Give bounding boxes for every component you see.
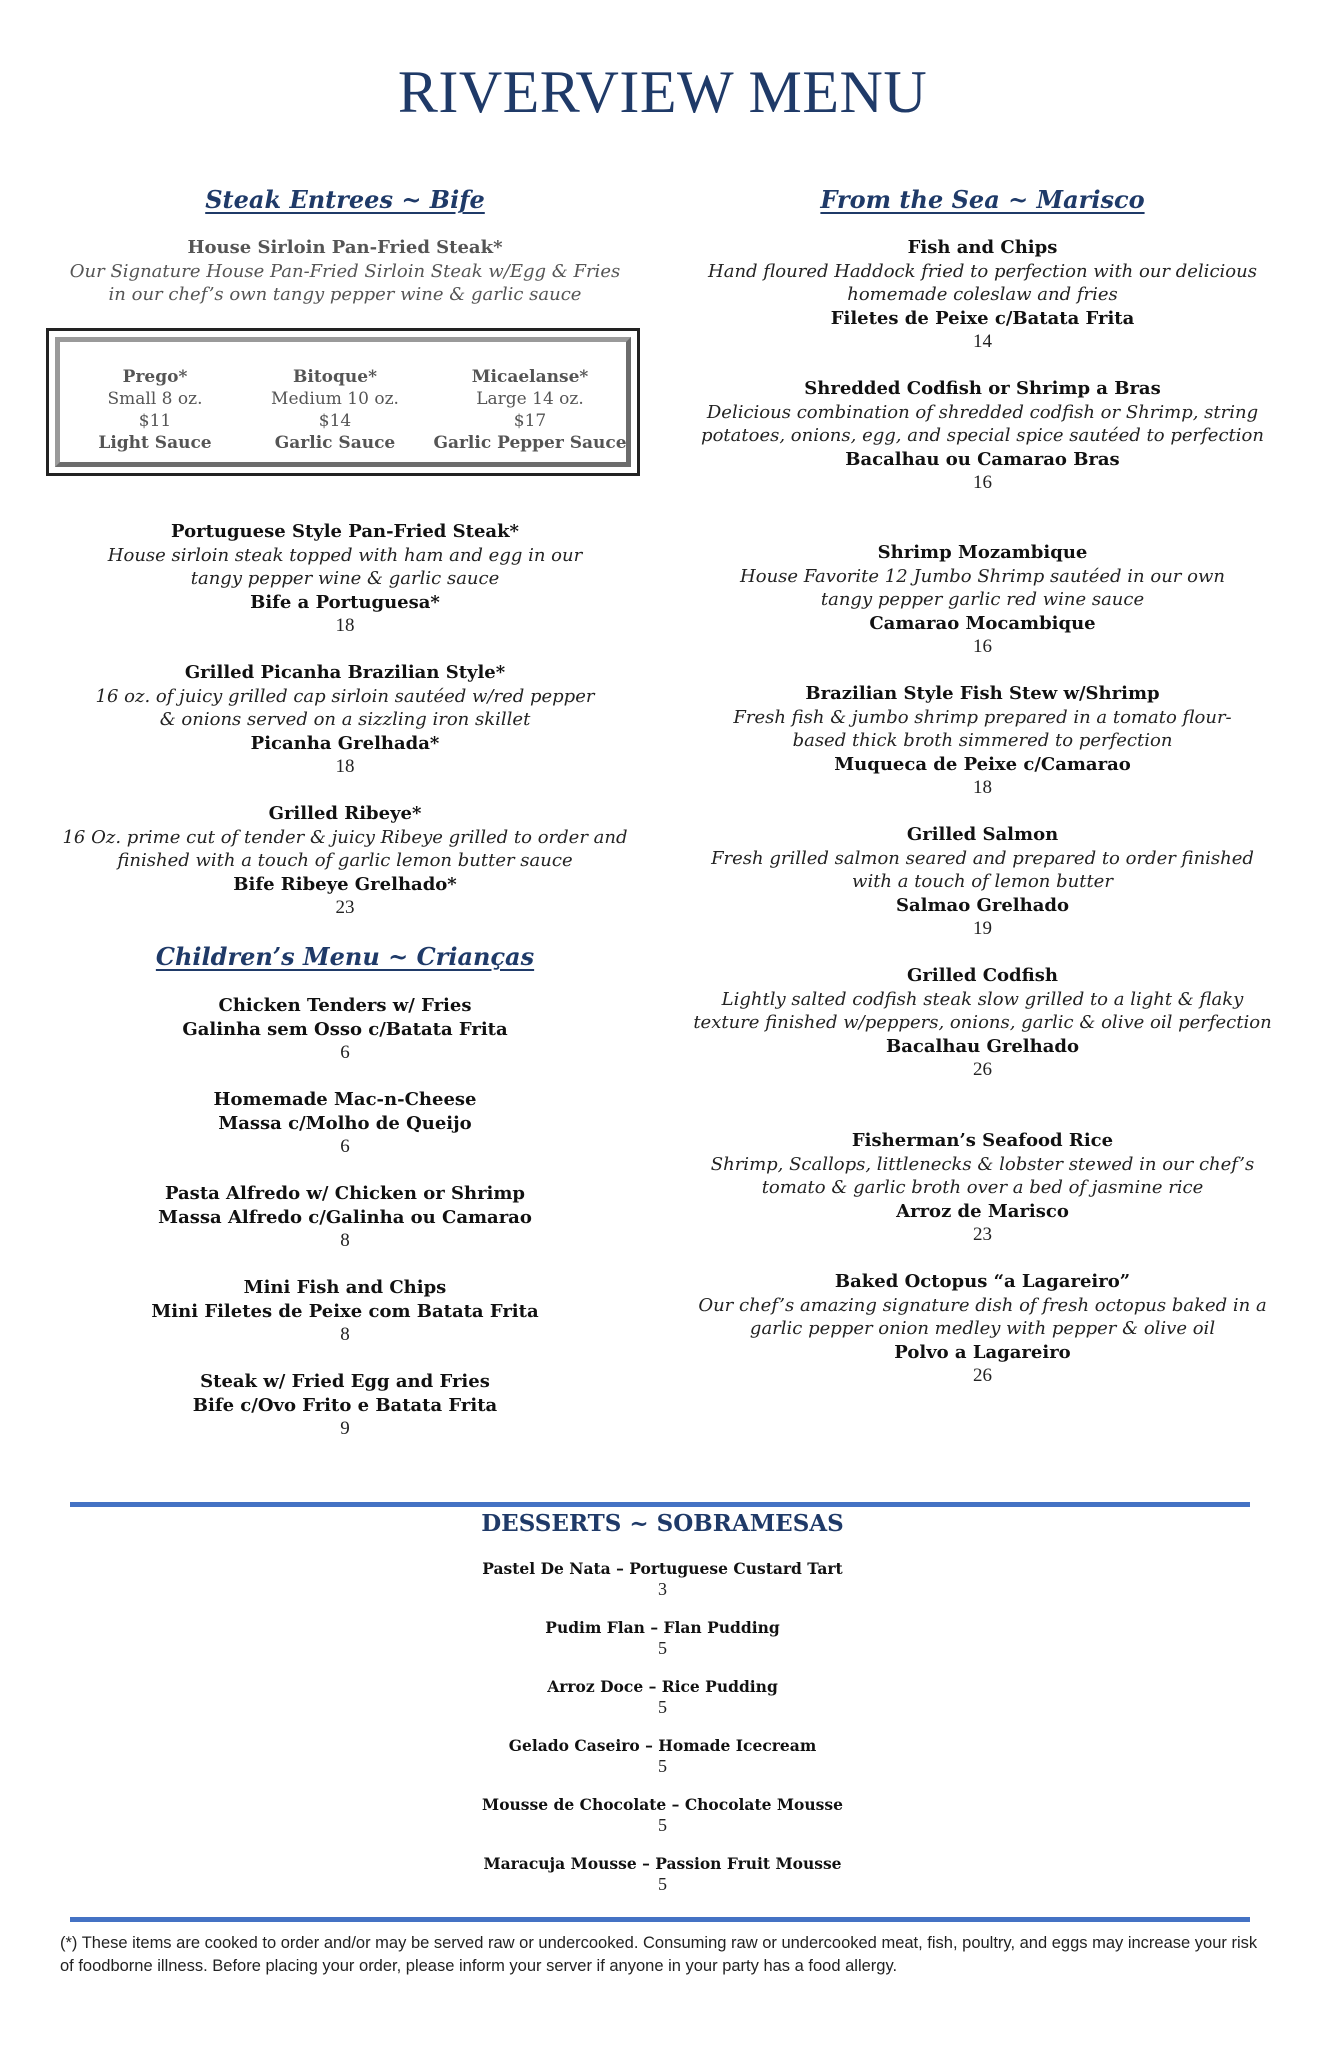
item-portuguese-name: Polvo a Lagareiro xyxy=(894,1341,1071,1363)
desserts-heading: DESSERTS ~ SOBRAMESAS xyxy=(481,1510,844,1537)
item-portuguese-name: Muqueca de Peixe c/Camarao xyxy=(834,753,1131,775)
item-name: Arroz Doce – Rice Pudding xyxy=(547,1677,778,1696)
item-portuguese-name: Galinha sem Osso c/Batata Frita xyxy=(182,1018,508,1040)
item-description: House sirloin steak topped with ham and egg in our tangy pepper wine & garlic sauce xyxy=(107,544,583,589)
item-name: Mini Fish and Chips xyxy=(243,1277,447,1298)
steak-size-box xyxy=(46,328,640,476)
dessert-item xyxy=(0,1676,1325,1718)
item-price: 23 xyxy=(335,897,355,918)
item-name: Gelado Caseiro – Homade Icecream xyxy=(508,1736,817,1755)
item-name: Pasta Alfredo w/ Chicken or Shrimp xyxy=(164,1183,526,1204)
size-sauce: Garlic Pepper Sauce xyxy=(433,433,627,453)
divider-bottom xyxy=(70,1917,1250,1922)
item-price: 18 xyxy=(335,756,355,777)
sea-heading: From the Sea ~ Marisco xyxy=(820,185,1145,214)
item-name: Steak w/ Fried Egg and Fries xyxy=(200,1371,490,1392)
item-portuguese-name: Bife Ribeye Grelhado* xyxy=(233,873,457,895)
item-price: 5 xyxy=(658,1815,667,1835)
item-price: 3 xyxy=(658,1579,667,1599)
dessert-item xyxy=(0,1735,1325,1777)
item-portuguese-name: Bacalhau Grelhado xyxy=(886,1035,1079,1057)
item-price: 6 xyxy=(340,1136,350,1157)
item-name: Fisherman’s Seafood Rice xyxy=(851,1130,1114,1151)
item-name: Shredded Codfish or Shrimp a Bras xyxy=(804,378,1161,399)
item-description: Our Signature House Pan-Fried Sirloin Steak w/Egg & Fries in our chef’s own tangy pepper wine & garlic sauce xyxy=(69,260,621,305)
item-name: Fish and Chips xyxy=(907,237,1058,258)
size-name: Bitoque* xyxy=(293,367,377,387)
item-name: Grilled Ribeye* xyxy=(268,803,422,824)
size-option-bitoque xyxy=(240,366,430,454)
item-price: 6 xyxy=(340,1042,350,1063)
size-option-prego xyxy=(60,366,250,454)
size-price: $11 xyxy=(138,411,172,431)
item-name: Chicken Tenders w/ Fries xyxy=(218,995,472,1016)
item-description: Shrimp, Scallops, littlenecks & lobster stewed in our chef’s tomato & garlic broth over a bed of jasmine rice xyxy=(710,1153,1255,1198)
size-name: Micaelanse* xyxy=(471,367,589,387)
menu-item xyxy=(680,823,1285,941)
item-name: Maracuja Mousse – Passion Fruit Mousse xyxy=(483,1854,842,1873)
item-name: Brazilian Style Fish Stew w/Shrimp xyxy=(805,683,1160,704)
menu-item xyxy=(680,682,1285,800)
dessert-item xyxy=(0,1853,1325,1895)
size-price: $17 xyxy=(513,411,547,431)
item-name: House Sirloin Pan-Fried Steak* xyxy=(187,237,503,258)
menu-item xyxy=(680,236,1285,354)
item-name: Mousse de Chocolate – Chocolate Mousse xyxy=(482,1795,843,1814)
item-price: 19 xyxy=(973,918,992,939)
size-name: Prego* xyxy=(122,367,188,387)
item-portuguese-name: Bife a Portuguesa* xyxy=(250,591,440,613)
item-name: Shrimp Mozambique xyxy=(877,542,1088,563)
item-name: Portuguese Style Pan-Fried Steak* xyxy=(171,521,519,542)
divider-top xyxy=(70,1502,1250,1507)
item-price: 9 xyxy=(340,1418,350,1439)
item-price: 8 xyxy=(340,1324,350,1345)
item-portuguese-name: Salmao Grelhado xyxy=(896,894,1069,916)
allergy-disclaimer: (*) These items are cooked to order and/or may be served raw or undercooked. Consuming raw or undercooked meat, fish, poultry, and eggs may increase your risk of foodborne illness. Before placing your order, please inform your server if anyone in your party has a food allergy. xyxy=(60,1934,1258,1975)
menu-item xyxy=(40,1370,650,1441)
menu-item xyxy=(40,1276,650,1347)
size-sauce: Garlic Sauce xyxy=(274,433,396,453)
item-price: 5 xyxy=(658,1874,667,1894)
item-price: 5 xyxy=(658,1638,667,1658)
item-description: Fresh grilled salmon seared and prepared to order finished with a touch of lemon butter xyxy=(711,847,1254,892)
item-description: Hand floured Haddock fried to perfection with our delicious homemade coleslaw and fries xyxy=(708,260,1257,305)
menu-title: RIVERVIEW MENU xyxy=(397,59,928,125)
item-portuguese-name: Massa c/Molho de Queijo xyxy=(218,1112,472,1134)
size-weight: Medium 10 oz. xyxy=(271,389,399,409)
item-name: Grilled Salmon xyxy=(906,824,1059,845)
dessert-item xyxy=(0,1794,1325,1836)
size-option-micaelanse xyxy=(430,366,630,454)
item-portuguese-name: Filetes de Peixe c/Batata Frita xyxy=(830,307,1135,329)
menu-item xyxy=(40,802,650,920)
item-portuguese-name: Massa Alfredo c/Galinha ou Camarao xyxy=(158,1206,532,1228)
item-price: 14 xyxy=(973,331,992,352)
item-description: Delicious combination of shredded codfish or Shrimp, string potatoes, onions, egg, and special spice sautéed to perfection xyxy=(701,401,1264,446)
menu-item xyxy=(40,994,650,1065)
item-price: 5 xyxy=(658,1756,667,1776)
size-weight: Small 8 oz. xyxy=(107,389,203,409)
menu-item xyxy=(680,964,1285,1082)
item-description: 16 oz. of juicy grilled cap sirloin sautéed w/red pepper & onions served on a sizzling iron skillet xyxy=(95,685,595,730)
item-name: Homemade Mac-n-Cheese xyxy=(213,1089,477,1110)
item-name: Baked Octopus “a Lagareiro” xyxy=(834,1271,1131,1292)
dessert-item xyxy=(0,1558,1325,1600)
menu-item xyxy=(680,541,1285,659)
item-description: Our chef’s amazing signature dish of fresh octopus baked in a garlic pepper onion medley with pepper & olive oil xyxy=(698,1294,1267,1339)
item-price: 16 xyxy=(973,472,992,493)
item-name: Grilled Picanha Brazilian Style* xyxy=(184,662,506,683)
item-price: 18 xyxy=(973,777,992,798)
item-price: 8 xyxy=(340,1230,350,1251)
steak-heading: Steak Entrees ~ Bife xyxy=(205,185,485,214)
item-price: 23 xyxy=(973,1224,992,1245)
house-sirloin-item xyxy=(40,236,650,307)
item-name: Pastel De Nata – Portuguese Custard Tart xyxy=(482,1559,843,1578)
item-price: 26 xyxy=(973,1365,992,1386)
menu-item xyxy=(680,1129,1285,1247)
item-description: Fresh fish & jumbo shrimp prepared in a tomato flour-based thick broth simmered to perfection xyxy=(733,706,1232,751)
menu-item xyxy=(680,1270,1285,1388)
item-description: House Favorite 12 Jumbo Shrimp sautéed in our own tangy pepper garlic red wine sauce xyxy=(740,565,1225,610)
size-price: $14 xyxy=(318,411,352,431)
item-description: 16 Oz. prime cut of tender & juicy Ribeye grilled to order and finished with a touch of garlic lemon butter sauce xyxy=(62,826,628,871)
item-name: Grilled Codfish xyxy=(907,965,1058,986)
item-portuguese-name: Bacalhau ou Camarao Bras xyxy=(845,448,1120,470)
item-portuguese-name: Camarao Mocambique xyxy=(869,612,1096,634)
item-portuguese-name: Bife c/Ovo Frito e Batata Frita xyxy=(192,1394,498,1416)
item-portuguese-name: Picanha Grelhada* xyxy=(250,732,440,754)
item-name: Pudim Flan – Flan Pudding xyxy=(545,1618,780,1637)
item-portuguese-name: Arroz de Marisco xyxy=(896,1200,1069,1222)
item-portuguese-name: Mini Filetes de Peixe com Batata Frita xyxy=(151,1300,539,1322)
children-heading: Children’s Menu ~ Crianças xyxy=(155,942,535,971)
menu-item xyxy=(40,520,650,638)
size-sauce: Light Sauce xyxy=(98,433,212,453)
item-description: Lightly salted codfish steak slow grilled to a light & flaky texture finished w/peppers, onions, garlic & olive oil perfection xyxy=(693,988,1272,1033)
menu-item xyxy=(680,377,1285,495)
item-price: 18 xyxy=(335,615,355,636)
item-price: 16 xyxy=(973,636,992,657)
menu-item xyxy=(40,1088,650,1159)
dessert-item xyxy=(0,1617,1325,1659)
size-weight: Large 14 oz. xyxy=(476,389,584,409)
menu-item xyxy=(40,1182,650,1253)
menu-item xyxy=(40,661,650,779)
item-price: 26 xyxy=(973,1059,992,1080)
item-price: 5 xyxy=(658,1697,667,1717)
